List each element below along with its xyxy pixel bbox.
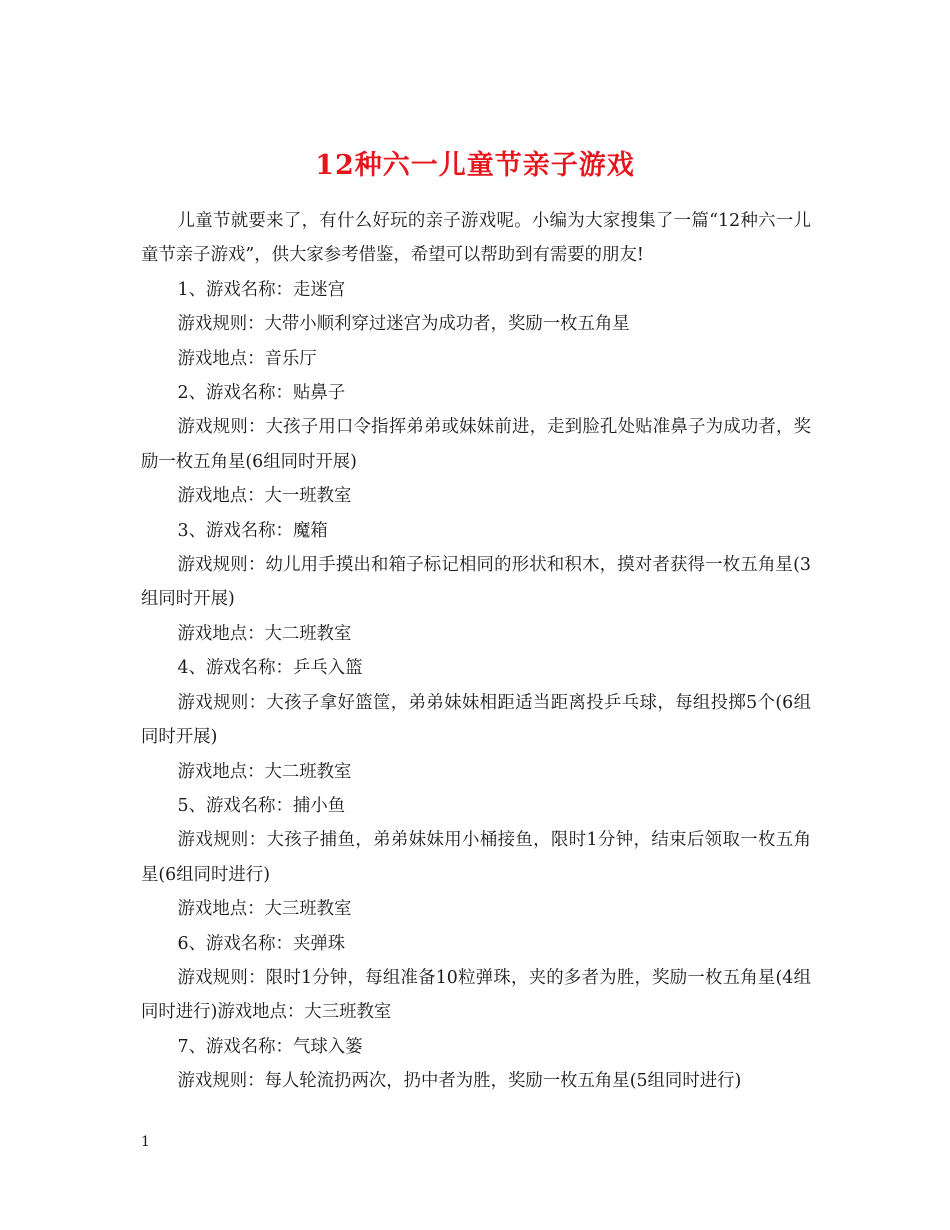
game-5-rules: 游戏规则：大孩子捕鱼，弟弟妹妹用小桶接鱼，限时1分钟，结束后领取一枚五角星(6组同时进行) <box>141 830 811 885</box>
intro-paragraph: 儿童节就要来了，有什么好玩的亲子游戏呢。小编为大家搜集了一篇“12种六一儿童节亲子游戏”，供大家参考借鉴，希望可以帮助到有需要的朋友! <box>141 211 811 266</box>
game-4-rules: 游戏规则：大孩子拿好篮筐，弟弟妹妹相距适当距离投乒乓球，每组投掷5个(6组同时开展) <box>141 692 811 748</box>
game-3-rules: 游戏规则：幼儿用手摸出和箱子标记相同的形状和积木，摸对者获得一枚五角星(3组同时开展) <box>141 555 811 610</box>
game-6-name: 6、游戏名称：夹弹珠 <box>177 933 346 954</box>
game-1-name: 1、游戏名称：走迷宫 <box>177 279 346 300</box>
game-4-name: 4、游戏名称：乒乓入篮 <box>177 658 363 679</box>
game-2-location: 游戏地点：大一班教室 <box>177 486 352 507</box>
game-7-name: 7、游戏名称：气球入篓 <box>177 1036 363 1057</box>
game-2-rules: 游戏规则：大孩子用口令指挥弟弟或妹妹前进，走到脸孔处贴准鼻子为成功者，奖励一枚五角星(6组同时开展) <box>141 417 811 472</box>
game-4-location: 游戏地点：大二班教室 <box>177 761 352 782</box>
page-title: 12种六一儿童节亲子游戏 <box>315 150 635 182</box>
game-1-location: 游戏地点：音乐厅 <box>177 348 317 369</box>
game-5-name: 5、游戏名称：捕小鱼 <box>177 795 346 816</box>
game-2-name: 2、游戏名称：贴鼻子 <box>177 383 346 404</box>
game-1-rules: 游戏规则：大带小顺利穿过迷宫为成功者，奖励一枚五角星 <box>177 314 630 335</box>
game-7-rules: 游戏规则：每人轮流扔两次，扔中者为胜，奖励一枚五角星(5组同时进行) <box>177 1071 742 1092</box>
page-number: 1 <box>141 1134 150 1150</box>
game-3-location: 游戏地点：大二班教室 <box>177 623 352 644</box>
game-6-rules-and-location: 游戏规则：限时1分钟，每组准备10粒弹珠，夹的多者为胜，奖励一枚五角星(4组同时进行)游戏地点：大三班教室 <box>141 967 811 1023</box>
game-3-name: 3、游戏名称：魔箱 <box>177 520 328 541</box>
game-5-location: 游戏地点：大三班教室 <box>177 899 352 920</box>
document-body <box>141 204 811 1099</box>
